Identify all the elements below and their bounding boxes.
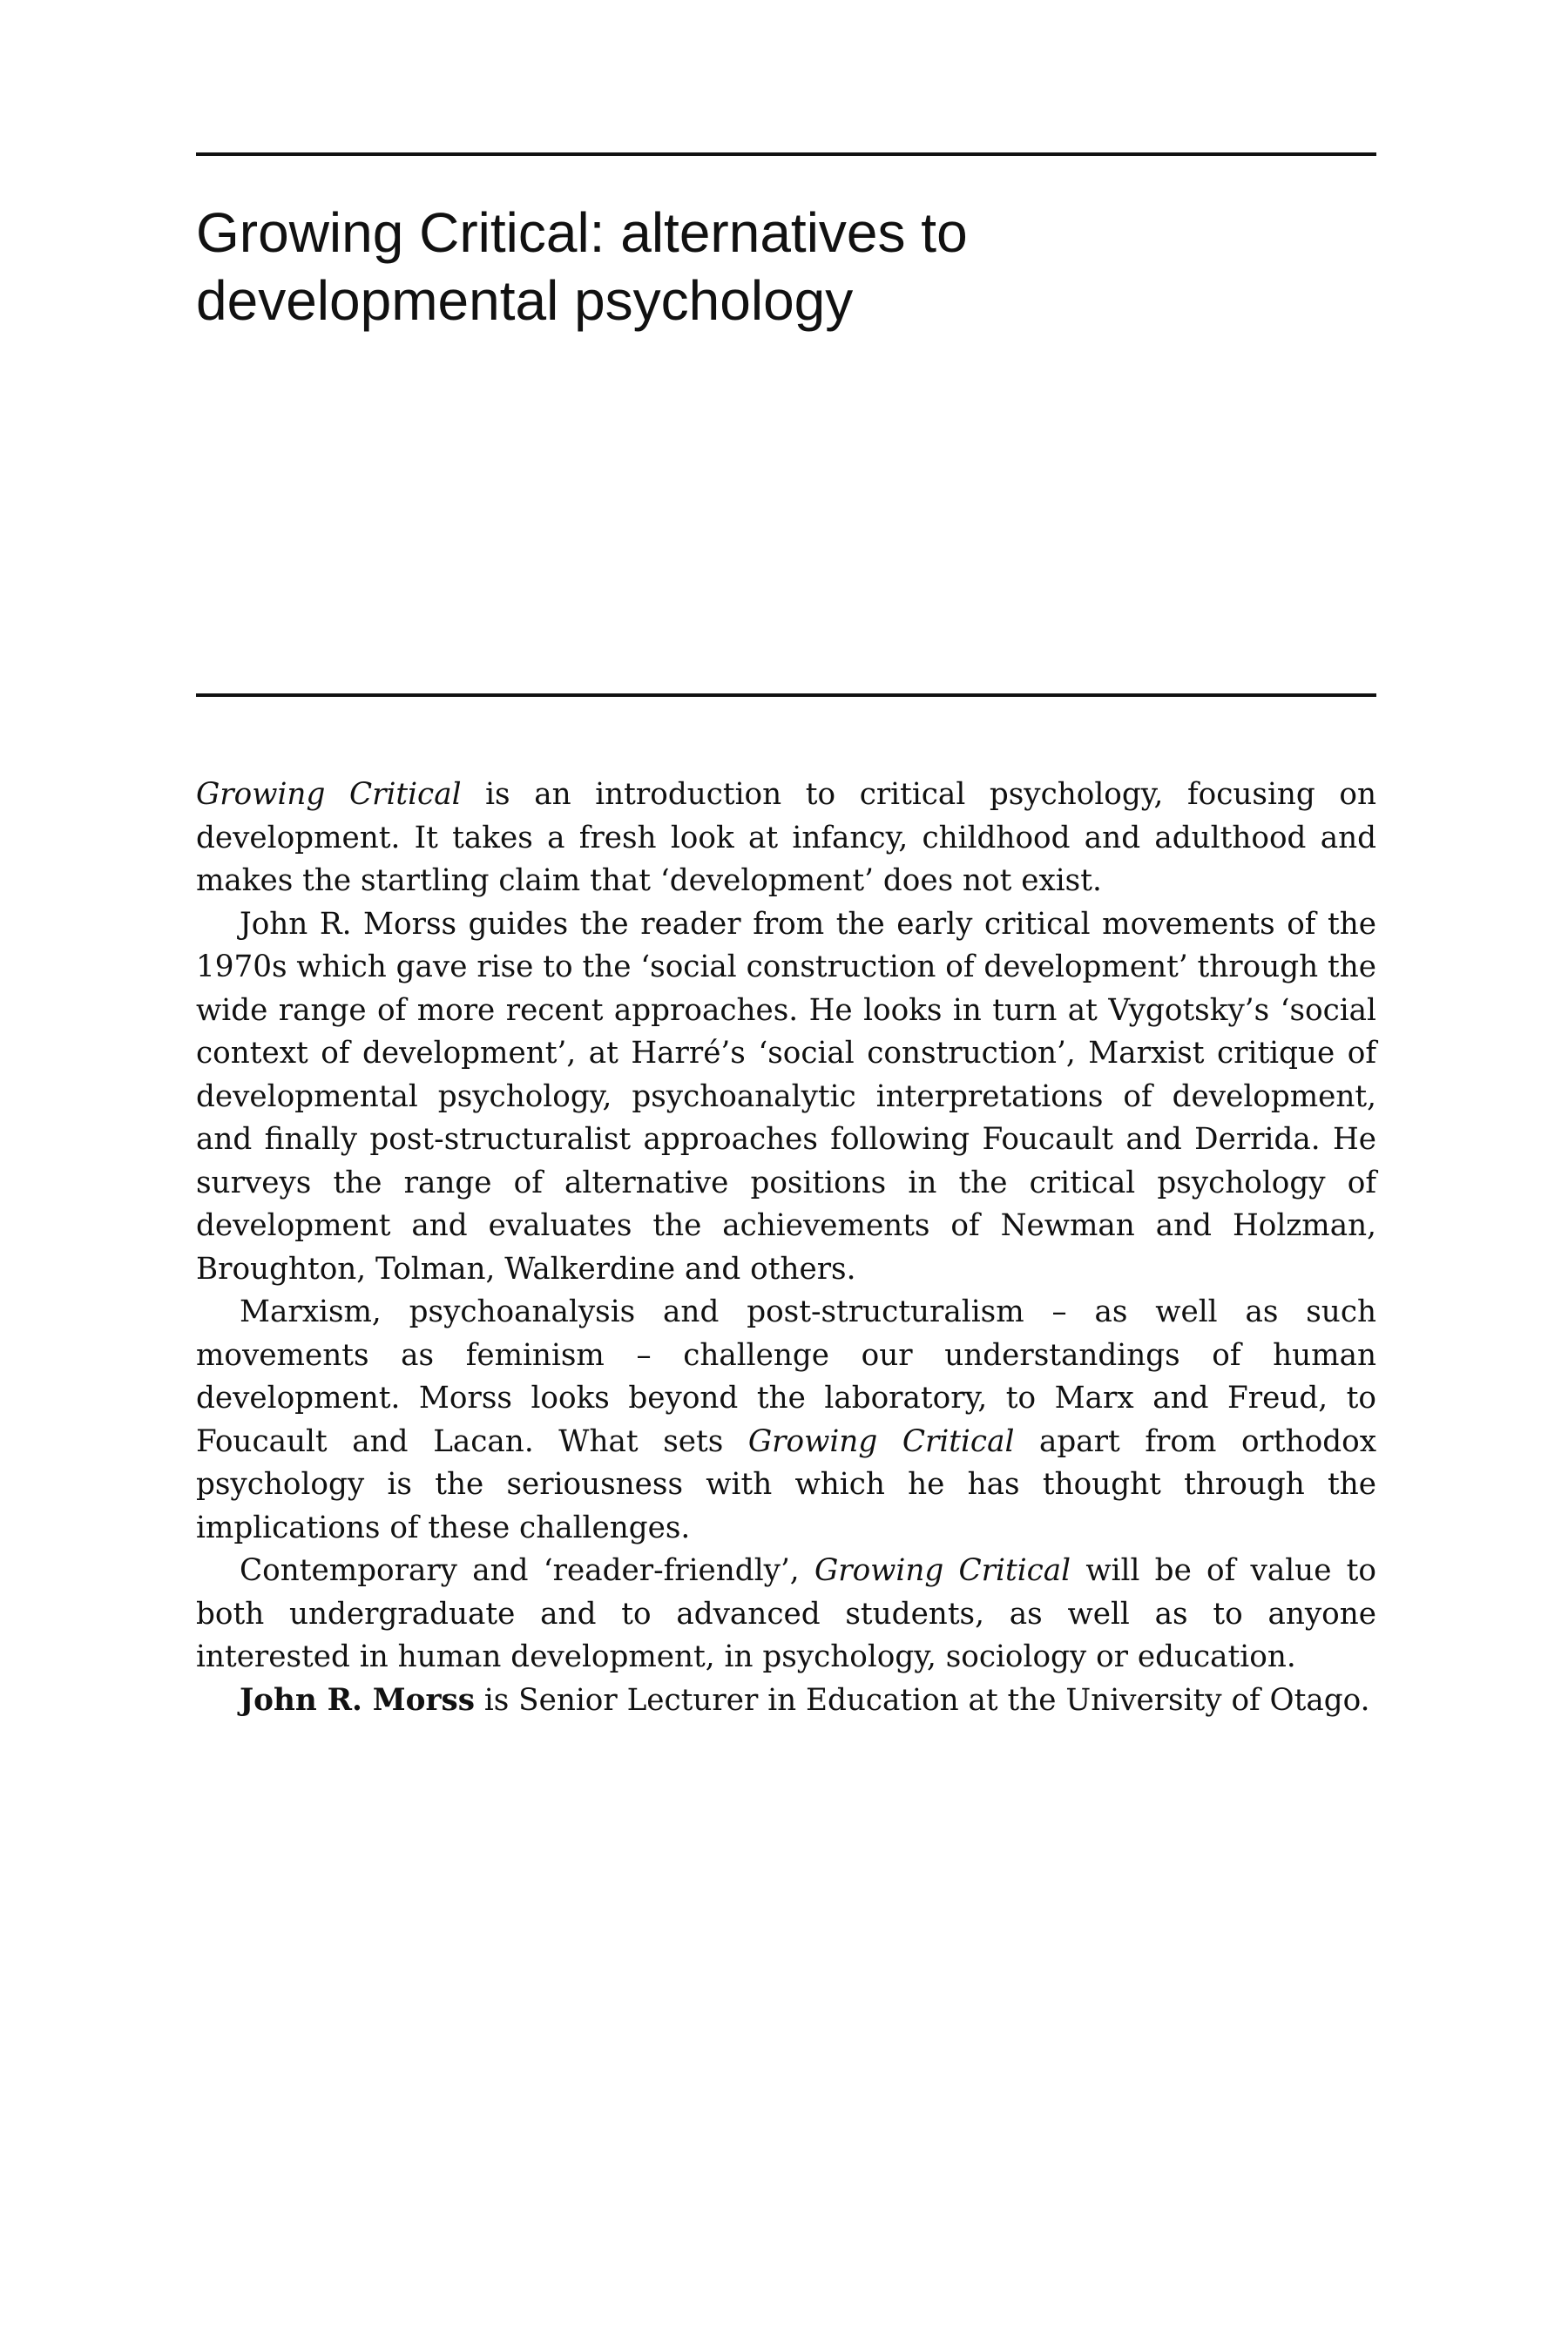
book-title-italic: Growing Critical [747,1423,1015,1459]
book-blurb [196,774,1376,1722]
middle-rule [196,693,1376,697]
paragraph-text: will be of value to both undergraduate and to advanced students, as well as to anyone interested in human development, in psychology, sociology or education. [196,1553,1377,1674]
blurb-paragraph-1 [196,774,1376,903]
author-bio [196,1680,1376,1723]
top-rule [196,152,1376,156]
book-title-italic: Growing Critical [814,1553,1071,1588]
blurb-paragraph-2 [196,903,1376,1292]
blurb-paragraph-3 [196,1291,1376,1550]
title-line-2: developmental psychology [196,269,854,332]
paragraph-text: Contemporary and ‘reader-friendly’, [240,1553,814,1588]
book-title-italic: Growing Critical [196,777,462,812]
paragraph-text: John R. Morss guides the reader from the early critical movements of the 1970s which gave rise to the ‘social construction of development’ through the wide range of more recent approaches. He looks in turn at Vygotsky’s ‘social context of development’, at Harré’s ‘social construction’, Marxist critique of developmental psychology, psychoanalytic interpretations of development, and finally post-structuralist approaches following Foucault and Derrida. He surveys the range of alternative positions in the critical psychology of development and evaluates the achievements of Newman and Holzman, Broughton, Tolman, Walkerdine and others. [196,906,1377,1287]
paragraph-text: is an introduction to critical psychology, focusing on development. It takes a fresh look at infancy, childhood and adulthood and makes the startling claim that ‘development’ does not exist. [196,777,1376,898]
paragraph-text: apart from orthodox psychology is the seriousness with which he has thought through the implications of these challenges. [196,1423,1376,1545]
author-bio-text: is Senior Lecturer in Education at the University of Otago. [474,1682,1370,1718]
blurb-paragraph-4 [196,1550,1376,1680]
paragraph-text: Marxism, psychoanalysis and post-structuralism – as well as such movements as feminism – challenge our understandings of human development. Morss looks beyond the laboratory, to Marx and Freud, to Foucault and Lacan. What sets [196,1294,1376,1459]
title-line-1: Growing Critical: alternatives to [196,201,968,264]
author-name: John R. Morss [240,1682,475,1718]
book-title [196,199,1376,335]
